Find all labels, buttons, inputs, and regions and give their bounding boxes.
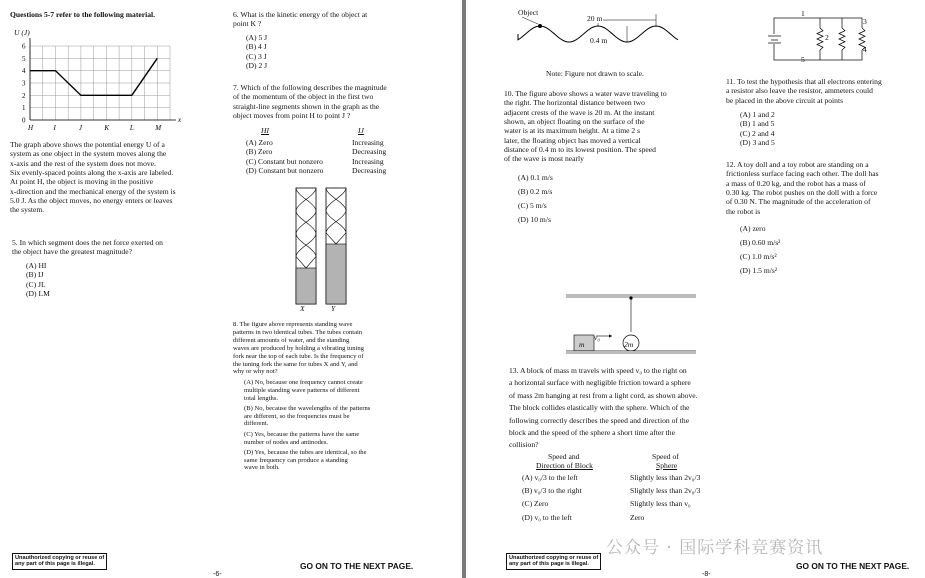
notice-line-2: any part of this page is illegal.	[15, 561, 95, 568]
q11-option-c[interactable]: (C) 2 and 4	[740, 128, 775, 138]
q13-option-value: Slightly less than v₀	[630, 499, 691, 509]
y-tick-label: 2	[22, 91, 26, 100]
copyright-notice	[506, 553, 601, 570]
q6-option-c[interactable]: (C) 3 J	[246, 51, 267, 61]
q13-col2-header: Sphere	[656, 461, 678, 470]
q8-option-line: wave in both.	[244, 464, 280, 472]
q10-stem-line: of the wave is most nearly	[504, 154, 584, 164]
q7-option-value: Increasing	[352, 156, 384, 166]
circuit-point-5: 5	[801, 55, 805, 64]
q13-option-d[interactable]: (D) v₀ to the left	[522, 512, 572, 522]
y-tick-label: 1	[22, 104, 26, 113]
x-tick-label: J	[78, 124, 83, 132]
q5-option-d[interactable]: (D) LM	[26, 289, 50, 299]
q13-stem-line: following correctly describes the speed and direction of the	[509, 415, 690, 425]
q8-stem-line: 8. The figure above represents standing wave	[233, 321, 353, 328]
x-tick-label: K	[104, 124, 110, 132]
passage-line: Six evenly-spaced points along the x-axis are labeled.	[10, 167, 174, 177]
q13-option-c[interactable]: (C) Zero	[522, 499, 549, 509]
q11-stem-line: be placed in the above circuit at points	[726, 95, 844, 105]
q13-stem-line: collision?	[509, 440, 539, 450]
q6-stem-line: point K ?	[233, 19, 262, 29]
questions-header: Questions 5-7 refer to the following material.	[10, 10, 156, 19]
q12-stem-line: 0.30 kg. The robot pushes on the doll with a force	[726, 187, 878, 197]
pointer-line	[522, 17, 538, 24]
q10-option-c[interactable]: (C) 5 m/s	[518, 201, 547, 210]
q8-option-line: same frequency can produce a standing	[244, 456, 348, 464]
tube-x-wave	[296, 188, 316, 268]
standing-wave-tubes-figure	[292, 186, 362, 316]
q10-stem-line: later, the floating object has moved a vertical	[504, 135, 641, 145]
q10-option-a[interactable]: (A) 0.1 m/s	[518, 173, 553, 182]
q8-stem-line: the tuning fork the same for tubes X and Y, and	[233, 360, 358, 368]
q13-stem-line: The block collides elastically with the sphere. Which of the	[509, 403, 690, 413]
q13-col1-header: Speed and	[548, 452, 580, 461]
q13-option-value: Slightly less than 2v₀/3	[630, 486, 701, 496]
y-tick-label: 6	[22, 42, 26, 51]
wave-length-label: 20 m	[587, 14, 603, 23]
x-tick-label: M	[155, 124, 162, 132]
q8-stem-line: patterns in two identical tubes. The tubes contain	[233, 328, 363, 336]
q11-option-a[interactable]: (A) 1 and 2	[740, 110, 775, 119]
q8-stem-line: why or why not?	[233, 368, 278, 376]
x-axis-label: x	[178, 116, 182, 124]
q12-option-d[interactable]: (D) 1.5 m/s²	[740, 266, 778, 275]
x-tick-label: I	[53, 124, 56, 132]
q13-col1-header: Direction of Block	[536, 461, 593, 470]
page-number: -6-	[213, 571, 222, 578]
q10-option-d[interactable]: (D) 10 m/s	[518, 215, 551, 224]
q7-option-c[interactable]: (C) Constant but nonzero	[246, 156, 323, 166]
q13-col2-header: Speed of	[652, 452, 679, 461]
q5-option-b[interactable]: (B) IJ	[26, 270, 44, 280]
q10-option-b[interactable]: (B) 0.2 m/s	[518, 187, 553, 196]
q6-option-d[interactable]: (D) 2 J	[246, 61, 268, 71]
exam-page-6	[0, 0, 462, 578]
q8-stem-line: different amounts of water, and the standing	[233, 336, 350, 344]
circuit-diagram	[768, 10, 878, 70]
q8-stem-line: fork near the top of each tube. Is the frequency of	[233, 352, 364, 360]
passage-line: 5.0 J. As the object moves, no energy enters or leaves	[10, 195, 173, 205]
q7-col-ij: IJ	[358, 126, 364, 135]
x-tick-label: H	[28, 124, 34, 132]
q13-stem-line: 13. A block of mass m travels with speed v₀ to the right on	[509, 366, 687, 375]
q10-stem-line: 10. The figure above shows a water wave traveling to	[504, 89, 667, 98]
q5-option-c[interactable]: (C) JL	[26, 279, 46, 289]
q8-option-line: multiple standing wave patterns of different	[244, 386, 360, 394]
q10-stem-line: shown, an object floating on the surface of the	[504, 116, 645, 126]
q8-option-b[interactable]: (B) No, because the wavelengths of the patterns	[244, 405, 371, 413]
go-on-label: GO ON TO THE NEXT PAGE.	[300, 561, 414, 571]
circuit-point-1: 1	[801, 9, 805, 18]
q7-stem-line: 7. Which of the following describes the magnitude	[233, 83, 387, 92]
q8-option-d[interactable]: (D) Yes, because the tubes are identical, so the	[244, 449, 367, 457]
tube-y-label: Y	[331, 304, 336, 313]
q10-stem-line: adjacent crests of the wave is 20 m. At the instant	[504, 107, 655, 117]
floor-hatch	[566, 351, 696, 354]
watermark-text: 公众号 · 国际学科竞赛资讯	[606, 538, 824, 558]
circuit-point-4: 4	[863, 45, 867, 54]
y-tick-label: 5	[22, 54, 26, 63]
object-label: Object	[518, 8, 539, 17]
tube-y-water	[326, 244, 346, 304]
y-tick-label: 0	[22, 116, 26, 125]
figure-note: Note: Figure not drawn to scale.	[546, 69, 644, 78]
q13-stem-line: of mass 2m hanging at rest from a light cord, as shown above.	[509, 390, 698, 400]
notice-line-1: Unauthorized copying or reuse of	[509, 555, 599, 561]
passage-line: x-direction and the mechanical energy of the system is	[10, 186, 176, 196]
wave-height-label: 0.4 m	[590, 36, 608, 45]
pivot	[629, 296, 632, 299]
block-mass-label: m	[579, 340, 585, 349]
q13-option-a[interactable]: (A) v₀/3 to the left	[522, 473, 578, 482]
q12-stem-line: a mass of 0.20 kg, and the robot has a mass of	[726, 178, 866, 188]
q11-option-d[interactable]: (D) 3 and 5	[740, 138, 775, 148]
q12-stem-line: 12. A toy doll and a toy robot are standing on a	[726, 160, 869, 169]
q13-option-value: Slightly less than 2v₀/3	[630, 473, 701, 482]
q7-option-value: Increasing	[352, 138, 384, 147]
potential-energy-graph	[8, 28, 182, 133]
velocity-label: v₀	[594, 333, 601, 342]
q13-stem-line: block and the speed of the sphere a short time after the	[509, 428, 675, 437]
battery-gap	[770, 34, 779, 44]
exam-page-8	[466, 0, 925, 578]
circuit-point-2: 2	[825, 33, 829, 42]
passage-line: The graph above shows the potential energy U of a	[10, 140, 165, 149]
q10-stem-line: water is at its maximum height. At a time 2 s	[504, 126, 641, 136]
passage-line: At point H, the object is moving in the positive	[10, 177, 154, 187]
q11-option-b[interactable]: (B) 1 and 5	[740, 119, 775, 129]
tube-x-water	[296, 268, 316, 304]
q8-option-line: number of nodes and antinodes.	[244, 438, 329, 446]
q13-option-b[interactable]: (B) v₀/3 to the right	[522, 486, 582, 496]
q7-col-hi: HI	[261, 126, 270, 135]
block-sphere-figure	[566, 290, 696, 360]
passage-line: system as one object in the system moves along the	[10, 149, 167, 159]
q12-stem-line: frictionless surface facing each other. The doll has	[726, 169, 879, 179]
q6-option-b[interactable]: (B) 4 J	[246, 42, 267, 52]
q7-stem-line: straight-line segments shown in the graph as the	[233, 101, 380, 111]
q5-stem-line: the object have the greatest magnitude?	[12, 247, 132, 257]
notice-line-2: any part of this page is illegal.	[509, 561, 589, 568]
q7-option-a[interactable]: (A) Zero	[246, 138, 273, 147]
q12-stem-line: the robot is	[726, 206, 761, 216]
q7-option-value: Decreasing	[352, 147, 387, 157]
q12-option-c[interactable]: (C) 1.0 m/s²	[740, 252, 777, 261]
q7-stem-line: object moves from point H to point J ?	[233, 110, 351, 120]
q8-stem-line: waves are produced by holding a vibrating tuning	[233, 344, 364, 352]
x-tick-label: L	[129, 124, 134, 132]
q8-option-line: total lengths.	[244, 394, 279, 402]
q12-option-b[interactable]: (B) 0.60 m/s²	[740, 238, 781, 247]
y-tick-label: 4	[22, 67, 26, 76]
q12-option-a[interactable]: (A) zero	[740, 224, 766, 233]
tube-x-label: X	[300, 304, 305, 313]
circuit-point-3: 3	[863, 17, 867, 26]
graph-y-label: U (J)	[14, 28, 30, 37]
q10-stem-line: distance of 0.4 m to its lowest position. The speed	[504, 144, 656, 154]
q7-option-d[interactable]: (D) Constant but nonzero	[246, 166, 324, 176]
q5-stem-line: 5. In which segment does the net force exerted on	[12, 238, 163, 247]
q8-option-a[interactable]: (A) No, because one frequency cannot create	[244, 379, 363, 387]
y-tick-label: 3	[22, 79, 26, 88]
q7-option-value: Decreasing	[352, 166, 387, 176]
copyright-notice	[12, 553, 107, 570]
notice-line-1: Unauthorized copying or reuse of	[15, 555, 105, 561]
q11-stem-line: a resistor also leave the resistor, ammeters could	[726, 86, 873, 96]
q13-stem-line: a horizontal surface with negligible friction toward a sphere	[509, 378, 691, 388]
q13-option-value: Zero	[630, 512, 645, 522]
floating-object	[538, 24, 542, 28]
q11-stem-line: 11. To test the hypothesis that all electrons entering	[726, 77, 882, 86]
q6-stem-line: 6. What is the kinetic energy of the object at	[233, 10, 368, 19]
passage-line: x-axis and the rest of the system does not move.	[10, 158, 156, 168]
q12-stem-line: of 0.30 N. The magnitude of the acceleration of	[726, 197, 871, 207]
q7-stem-line: of the momentum of the object in the first two	[233, 92, 374, 102]
passage-line: the system.	[10, 205, 45, 215]
q10-stem-line: the right. The horizontal distance between two	[504, 98, 645, 108]
q5-option-a[interactable]: (A) HI	[26, 261, 47, 270]
sphere-mass-label: 2m	[624, 340, 634, 349]
q6-option-a[interactable]: (A) 5 J	[246, 33, 268, 42]
tube-y-wave	[326, 188, 346, 244]
velocity-arrow-head	[609, 334, 612, 337]
page-number: -8-	[702, 571, 711, 578]
q7-option-b[interactable]: (B) Zero	[246, 147, 273, 157]
q8-option-c[interactable]: (C) Yes, because the patterns have the same	[244, 430, 360, 438]
q8-option-line: different.	[244, 420, 269, 428]
q8-option-line: are different, so the frequencies must be	[244, 412, 350, 420]
go-on-label: GO ON TO THE NEXT PAGE.	[796, 561, 910, 571]
